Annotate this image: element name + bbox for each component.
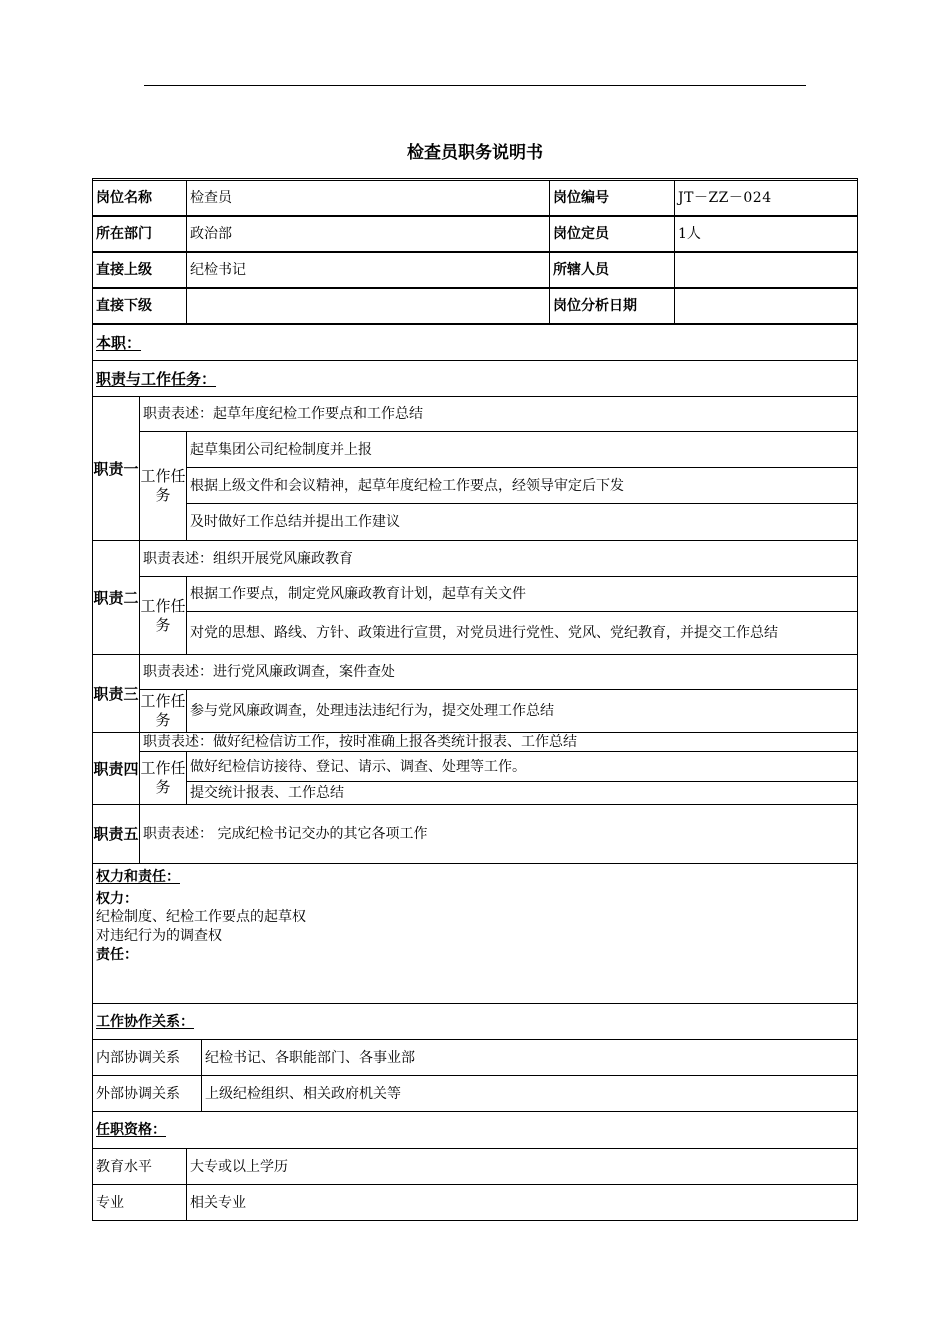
qualifications-section-label: 任职资格： [96,1122,166,1138]
department-label: 所在部门 [92,216,187,252]
external-relations-label: 外部协调关系 [92,1075,202,1112]
internal-relations-label: 内部协调关系 [92,1039,202,1076]
power-item-2: 对违纪行为的调查权 [96,928,222,944]
responsibility-label: 责任： [96,947,138,963]
subordinates-label: 所辖人员 [549,252,675,288]
position-code-value: JT－ZZ－024 [674,180,858,216]
duty-4-task-2: 提交统计报表、工作总结 [186,781,858,805]
power-label: 权力： [96,891,138,907]
direct-reports-value [186,288,550,324]
duty-4-label: 职责四 [92,732,140,805]
duty-3-statement: 职责表述：进行党风廉政调查，案件查处 [139,654,858,690]
position-code-label: 岗位编号 [549,180,675,216]
duty-5-statement: 职责表述： 完成纪检书记交办的其它各项工作 [139,804,858,864]
duty-2-statement: 职责表述：组织开展党风廉政教育 [139,540,858,577]
duty-1-task-label: 工作任务 [139,431,187,541]
duty-3-task-1: 参与党风廉政调查，处理违法违纪行为，提交处理工作总结 [186,689,858,733]
position-name-value: 检查员 [186,180,550,216]
duty-2-task-1: 根据工作要点，制定党风廉政教育计划，起草有关文件 [186,576,858,612]
major-value: 相关专业 [186,1184,858,1221]
header-rule [144,85,806,86]
superior-label: 直接上级 [92,252,187,288]
duty-5-label: 职责五 [92,804,140,864]
duty-2-task-2: 对党的思想、路线、方针、政策进行宣贯，对党员进行党性、党风、党纪教育，并提交工作总结 [186,611,858,655]
relations-section-row [92,1003,858,1040]
duty-3-task-label: 工作任务 [139,689,187,733]
department-value: 政治部 [186,216,550,252]
education-label: 教育水平 [92,1148,187,1185]
duty-1-label: 职责一 [92,396,140,541]
internal-relations-value: 纪检书记、各职能部门、各事业部 [201,1039,858,1076]
document-title: 检查员职务说明书 [407,143,543,163]
duty-1-task-2: 根据上级文件和会议精神，起草年度纪检工作要点，经领导审定后下发 [186,467,858,504]
headcount-value: 1人 [674,216,858,252]
power-item-1: 纪检制度、纪检工作要点的起草权 [96,909,306,925]
duty-3-label: 职责三 [92,654,140,733]
core-duty-label: 本职： [96,333,142,352]
analysis-date-value [674,288,858,324]
qualifications-section-row [92,1111,858,1149]
relations-section-label: 工作协作关系： [96,1013,194,1030]
authority-section-label: 权力和责任： [96,869,180,885]
duty-1-statement: 职责表述：起草年度纪检工作要点和工作总结 [139,396,858,432]
education-value: 大专或以上学历 [186,1148,858,1185]
position-name-label: 岗位名称 [92,180,187,216]
duty-1-task-3: 及时做好工作总结并提出工作建议 [186,503,858,541]
duties-section-label: 职责与工作任务： [96,369,217,388]
duty-2-task-label: 工作任务 [139,576,187,655]
subordinates-value [674,252,858,288]
headcount-label: 岗位定员 [549,216,675,252]
duty-1-task-1: 起草集团公司纪检制度并上报 [186,431,858,468]
duties-section-row [92,360,858,397]
duty-4-task-label: 工作任务 [139,751,187,805]
superior-value: 纪检书记 [186,252,550,288]
duty-2-label: 职责二 [92,540,140,655]
core-duty-row [92,324,858,361]
duty-4-task-1: 做好纪检信访接待、登记、请示、调查、处理等工作。 [186,751,858,782]
major-label: 专业 [92,1184,187,1221]
external-relations-value: 上级纪检组织、相关政府机关等 [201,1075,858,1112]
duty-4-statement: 职责表述：做好纪检信访工作，按时准确上报各类统计报表、工作总结 [139,732,858,752]
direct-reports-label: 直接下级 [92,288,187,324]
analysis-date-label: 岗位分析日期 [549,288,675,324]
